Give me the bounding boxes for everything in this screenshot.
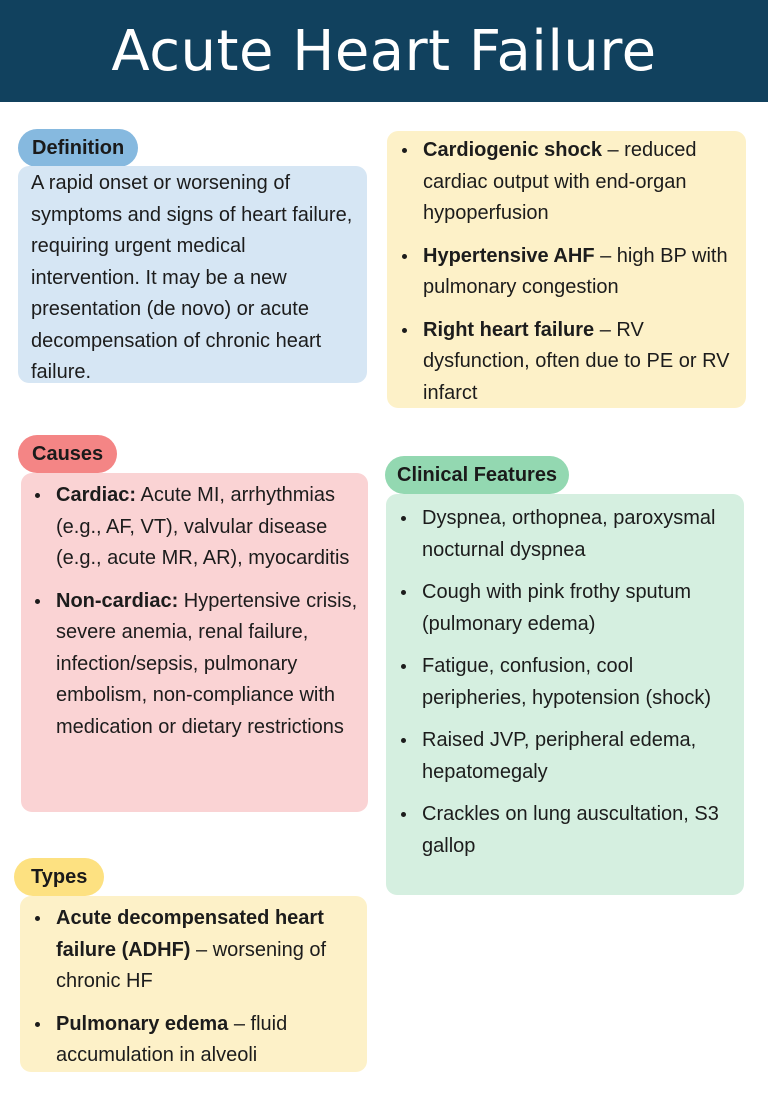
list-item [389,135,736,230]
item-desc: – high BP with pulmonary congestion [423,244,728,298]
list-item [22,1009,361,1072]
list-item: Fatigue, confusion, cool peripheries, hypotension (shock) [388,651,738,714]
item-term: Cardiogenic shock [423,139,602,161]
definition-text: A rapid onset or worsening of symptoms and signs of heart failure, requiring urgent medical intervention. It may be a new presentation (de novo) or acute decompensation of chronic heart failure. [31,172,353,383]
item-desc: – RV dysfunction, often due to PE or RV infarct [423,318,730,404]
item-term: Cardiac: [56,484,137,506]
item-term: Pulmonary edema [56,1012,229,1035]
causes-box [21,473,368,812]
definition-label: Definition [18,129,138,167]
list-item [389,241,736,304]
item-desc: Acute MI, arrhythmias (e.g., AF, VT), valvular disease (e.g., acute MR, AR), myocarditis [56,484,350,569]
clinical-features-label: Clinical Features [385,456,569,494]
list-item: Dyspnea, orthopnea, paroxysmal nocturnal dyspnea [388,503,738,566]
item-term: Non-cardiac: [56,589,179,612]
item-desc: – fluid accumulation in alveoli [56,1012,288,1066]
list-item [22,480,366,575]
page-title: Acute Heart Failure [111,18,657,84]
causes-label: Causes [18,435,117,473]
list-item: Crackles on lung auscultation, S3 gallop [388,799,738,862]
list-item [389,315,736,410]
types-continued-box [387,131,746,408]
header-banner [0,0,768,102]
definition-box [18,166,367,383]
list-item [22,586,366,744]
item-desc: – worsening of chronic HF [56,938,327,992]
item-desc: Hypertensive crisis, severe anemia, renal failure, infection/sepsis, pulmonary embolism, non-compliance with medication or dietary restrictions [56,589,358,738]
list-item [22,903,361,998]
item-term: Hypertensive AHF [423,244,595,267]
types-label: Types [14,858,104,896]
list-item: Cough with pink frothy sputum (pulmonary edema) [388,577,738,640]
list-item: Raised JVP, peripheral edema, hepatomegaly [388,725,738,788]
clinical-features-box [386,494,744,895]
item-desc: – reduced cardiac output with end-organ hypoperfusion [423,139,697,224]
types-box [20,896,367,1072]
item-term: Right heart failure [423,318,595,341]
item-term: Acute decompensated heart failure (ADHF) [56,907,324,961]
